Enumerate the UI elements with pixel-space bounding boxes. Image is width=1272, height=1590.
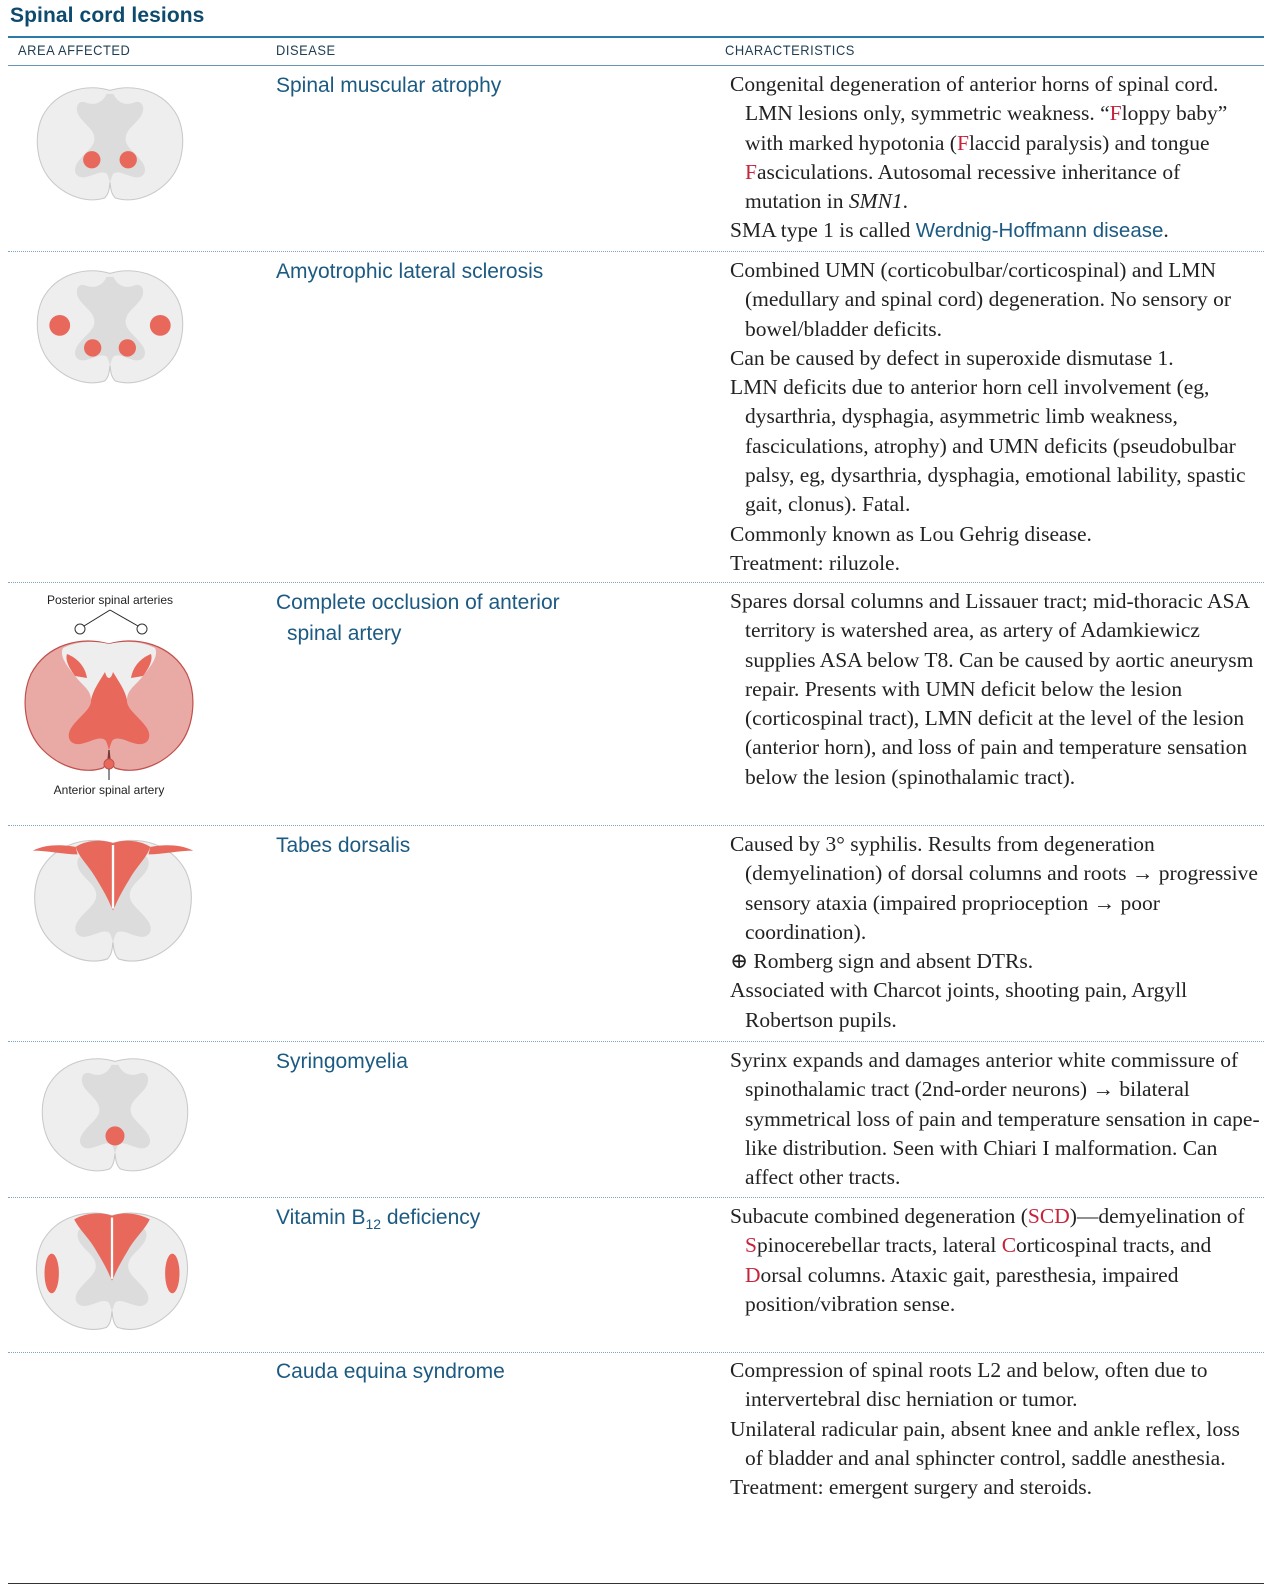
- row-separator: [8, 1352, 1264, 1353]
- disease-tabes: Tabes dorsalis: [276, 834, 411, 857]
- werdnig-hoffmann-link: Werdnig-Hoffmann disease: [915, 219, 1164, 243]
- posterior-spinal-artery-right: [137, 624, 147, 634]
- lateral-corticospinal-lesion-left: [49, 315, 70, 336]
- sma-cord-figure: [20, 80, 200, 210]
- header-area: AREA AFFECTED: [18, 42, 131, 58]
- disease-syringomyelia: Syringomyelia: [276, 1050, 408, 1073]
- tabes-cord-figure: [20, 832, 206, 972]
- als-cord-figure: [20, 263, 200, 393]
- row-separator: [8, 1041, 1264, 1042]
- disease-als: Amyotrophic lateral sclerosis: [276, 260, 544, 283]
- characteristics-als: Combined UMN (corticobulbar/corticospinal) and LMN (medullary and spinal cord) degeneration. No sensory or bowel/bladder deficits. Can be caused by defect in superoxide dismutase 1. LMN deficits due to anterior horn cell involvement (eg, dysarthria, dysphagia, asymmetric limb weakness, fasciculations, atrophy) and UMN deficits (pseudobulbar palsy, eg, dysarthria, dysphagia, emotional lability, spastic gait, clonus). Fatal. Commonly known as Lou Gehrig disease. Treatment: riluzole.: [730, 258, 1246, 575]
- lateral-corticospinal-lesion-right: [150, 315, 171, 336]
- anterior-horn-lesion-left: [83, 151, 100, 168]
- bottom-rule: [8, 1583, 1264, 1584]
- anterior-horn-lesion-left: [84, 339, 101, 356]
- sma-para-1: Congenital degeneration of anterior horns of spinal cord. LMN lesions only, symmetric weakness. “Floppy baby” with marked hypotonia (Flaccid paralysis) and tongue Fasciculations. Autosomal recessive inheritance of mutation in SMN1.: [730, 72, 1228, 214]
- characteristics-tabes: Caused by 3° syphilis. Results from degeneration (demyelination) of dorsal columns and roots → progressive sensory ataxia (impaired proprioception → poor coordination). ⊕ Romberg sign and absent DTRs. Associated with Charcot joints, shooting pain, Argyll Robertson pupils.: [730, 832, 1258, 1032]
- b12-cord-figure: [22, 1205, 202, 1340]
- characteristics-syringomyelia: Syrinx expands and damages anterior white commissure of spinothalamic tract (2nd-order neurons) → bilateral symmetrical loss of pain and temperature sensation in cape-like distribution. Seen with Chiari I malformation. Can affect other tracts.: [730, 1048, 1260, 1190]
- disease-asa: Complete occlusion of anterior spinal artery: [276, 591, 560, 645]
- sma-para-2: SMA type 1 is called Werdnig-Hoffmann disease.: [730, 218, 1169, 243]
- row-separator: [8, 825, 1264, 826]
- asa-cord-figure: [14, 588, 214, 803]
- page-title: Spinal cord lesions: [10, 4, 205, 27]
- title-rule: [8, 36, 1264, 38]
- label-anterior-spinal-artery: Anterior spinal artery: [53, 783, 165, 797]
- syringomyelia-cord-figure: [25, 1051, 205, 1181]
- disease-cauda-equina: Cauda equina syndrome: [276, 1360, 505, 1383]
- posterior-spinal-artery-left: [75, 624, 85, 634]
- row-separator: [8, 582, 1264, 583]
- anterior-horn-lesion-right: [120, 151, 137, 168]
- characteristics-b12: Subacute combined degeneration (SCD)—demyelination of Spinocerebellar tracts, lateral Corticospinal tracts, and Dorsal columns. Ataxic gait, paresthesia, impaired position/vibration sense.: [730, 1204, 1245, 1316]
- lateral-tract-lesion-left: [45, 1254, 59, 1294]
- disease-b12: Vitamin $B_{12}$ deficiency: [276, 1206, 481, 1233]
- disease-sma: Spinal muscular atrophy: [276, 74, 502, 97]
- header-disease: DISEASE: [276, 42, 336, 58]
- syrinx-lesion: [105, 1126, 124, 1145]
- characteristics-cauda-equina: Compression of spinal roots L2 and below, often due to intervertebral disc herniation or tumor. Unilateral radicular pain, absent knee and ankle reflex, loss of bladder and anal sphincter control, saddle anesthesia. Treatment: emergent surgery and steroids.: [730, 1358, 1240, 1500]
- header-characteristics: CHARACTERISTICS: [725, 42, 855, 58]
- anterior-spinal-artery: [104, 759, 114, 769]
- anterior-horn-lesion-right: [119, 339, 136, 356]
- characteristics-asa: Spares dorsal columns and Lissauer tract; mid-thoracic ASA territory is watershed area, as artery of Adamkiewicz supplies ASA below T8. Can be caused by aortic aneurysm repair. Presents with UMN deficit below the lesion (corticospinal tract), LMN deficit at the level of the lesion (anterior horn), and loss of pain and temperature sensation below the lesion (spinothalamic tract).: [730, 589, 1254, 789]
- characteristics-sma: [730, 70, 1260, 246]
- label-posterior-spinal-arteries: Posterior spinal arteries: [46, 593, 174, 607]
- header-rule: [8, 65, 1264, 66]
- lateral-tract-lesion-right: [165, 1254, 179, 1294]
- row-separator: [8, 1197, 1264, 1198]
- row-separator: [8, 251, 1264, 252]
